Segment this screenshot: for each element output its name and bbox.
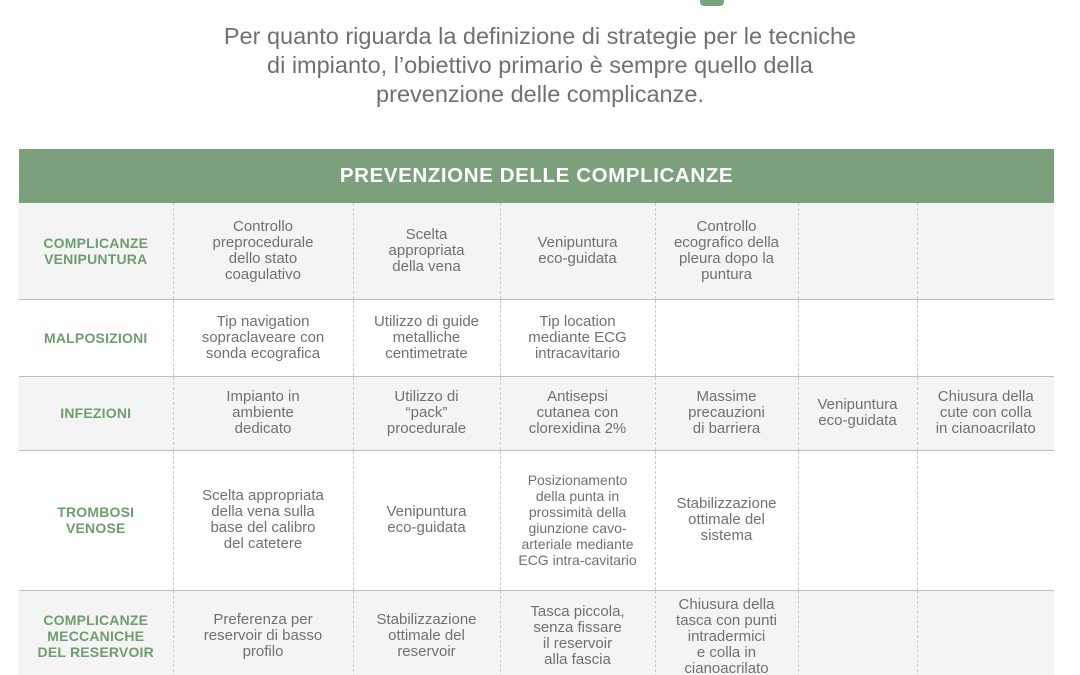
cell-text: Controllo preprocedurale dello stato coagulativo (212, 217, 314, 283)
table-cell (655, 450, 798, 590)
table-cell (798, 376, 917, 450)
cell-text: Impianto in ambiente dedicato (226, 388, 300, 437)
table-cell (353, 299, 500, 376)
cell-text: Scelta appropriata della vena sulla base del calibro del catetere (202, 487, 324, 552)
table-cell (353, 376, 500, 450)
table-cell (500, 299, 655, 376)
cell-text: Chiusura della cute con colla in cianoacrilato (935, 388, 1036, 437)
table-cell (500, 203, 655, 299)
table-cell (798, 299, 917, 376)
table-cell (655, 590, 798, 675)
table-cell (500, 376, 655, 450)
prevention-grid (19, 203, 1054, 675)
table-cell (173, 450, 353, 590)
cell-text: Tasca piccola, senza fissare il reservoir alla fascia (530, 604, 625, 668)
row-label: COMPLICANZE VENIPUNTURA (43, 234, 149, 267)
intro-line-2: di impianto, l’obiettivo primario è sempre quello della (267, 52, 813, 78)
cell-text: Posizionamento della punta in prossimità della giunzione cavo- arteriale mediante ECG intra-cavitario (518, 472, 637, 568)
row-label: TROMBOSI VENOSE (57, 504, 135, 536)
cell-text: Venipuntura eco-guidata (386, 503, 467, 536)
table-cell (353, 203, 500, 299)
cell-text: Controllo ecografico della pleura dopo la puntura (673, 217, 780, 283)
row-label: COMPLICANZE MECCANICHE DEL RESERVOIR (37, 612, 154, 660)
row-label: INFEZIONI (60, 405, 132, 421)
intro-line-1: Per quanto riguarda la definizione di strategie per le tecniche (223, 23, 857, 49)
table-cell (353, 590, 500, 675)
cell-text: Chiusura della tasca con punti intradermici e colla in cianoacrilato (676, 597, 777, 675)
table-cell (500, 450, 655, 590)
table-row-complicanze-meccaniche-reservoir (19, 590, 1054, 675)
table-cell (917, 299, 1054, 376)
table-cell (917, 376, 1054, 450)
table-cell (798, 203, 917, 299)
cell-text: Utilizzo di “pack” procedurale (386, 388, 467, 437)
intro-paragraph (140, 22, 940, 109)
cell-text: Tip navigation sopraclaveare con sonda ecografica (201, 312, 325, 362)
row-label: MALPOSIZIONI (43, 329, 148, 346)
table-row-trombosi-venose (19, 450, 1054, 590)
table-row-complicanze-venipuntura (19, 203, 1054, 299)
table-row-malposizioni (19, 299, 1054, 376)
table-row-infezioni (19, 376, 1054, 450)
table-header: PREVENZIONE DELLE COMPLICANZE (19, 149, 1054, 203)
cell-text: Stabilizzazione ottimale del sistema (676, 495, 777, 544)
cell-text: Scelta appropriata della vena (388, 225, 465, 275)
table-cell (917, 203, 1054, 299)
table-cell (173, 590, 353, 675)
table-cell (500, 590, 655, 675)
cell-text: Venipuntura eco-guidata (817, 396, 898, 429)
table-cell (655, 203, 798, 299)
table-cell (655, 376, 798, 450)
cell-text: Antisepsi cutanea con clorexidina 2% (528, 388, 627, 437)
table-cell (173, 376, 353, 450)
cell-text: Stabilizzazione ottimale del reservoir (376, 612, 477, 660)
cell-text: Venipuntura eco-guidata (537, 233, 618, 267)
table-cell (173, 203, 353, 299)
prevention-table (19, 149, 1054, 675)
table-cell (917, 450, 1054, 590)
intro-line-3: prevenzione delle complicanze. (376, 81, 704, 107)
table-cell (917, 590, 1054, 675)
cell-text: Preferenza per reservoir di basso profilo (203, 612, 323, 660)
cell-text: Tip location mediante ECG intracavitario (528, 312, 627, 362)
table-cell (353, 450, 500, 590)
table-cell (798, 590, 917, 675)
table-cell (655, 299, 798, 376)
cell-text: Massime precauzioni di barriera (688, 388, 765, 437)
table-cell (173, 299, 353, 376)
table-cell (798, 450, 917, 590)
cell-text: Utilizzo di guide metalliche centimetrate (373, 312, 480, 362)
title-fragment (700, 0, 724, 6)
